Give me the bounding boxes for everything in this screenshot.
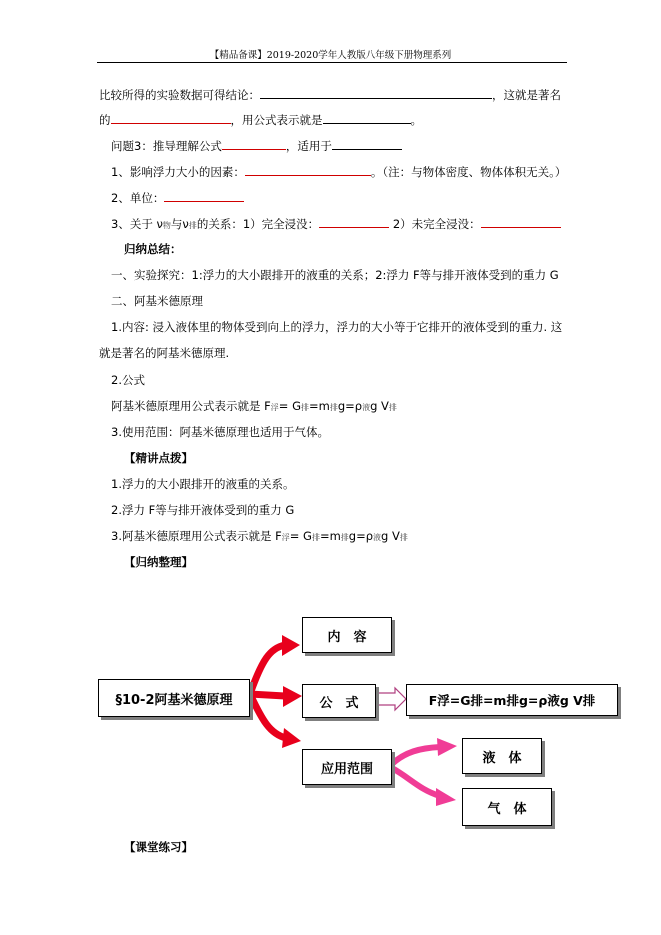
p-s1: 浮: [281, 533, 290, 542]
factors-suffix: 。（注：与物体密度、物体体积无关。）: [370, 165, 567, 179]
p-a: 3.阿基米德原理用公式表示就是 F: [111, 529, 282, 543]
principle-content-2: 就是著名的阿基米德原理.: [99, 346, 230, 360]
arrowhead-content: [282, 635, 300, 656]
p-e: g V: [381, 529, 400, 543]
tip-1: 1.浮力的大小跟排开的液重的关系。: [111, 477, 295, 491]
vr-c: 的关系：1）完全浸没：: [196, 217, 320, 231]
conclusion-suffix: ，这就是著名: [492, 88, 561, 102]
arrowhead-liquid: [437, 738, 457, 756]
unit-prefix: 2、单位：: [111, 191, 165, 205]
conclusion-text: 比较所得的实验数据可得结论：: [99, 88, 260, 102]
f-b: = G: [278, 399, 301, 413]
scope-box: 应用范围: [302, 749, 392, 785]
arrow-to-liquid: [392, 747, 440, 764]
vr-b: 与ν: [170, 217, 189, 231]
summary-title: 归纳总结：: [124, 242, 182, 256]
question3-prefix: 问题3：推导理解公式: [111, 139, 222, 153]
p-s4: 液: [373, 533, 382, 542]
content-box: 内 容: [302, 617, 392, 653]
p-s5: 排: [399, 533, 408, 542]
vr-sub2: 排: [188, 221, 197, 230]
vr-sub1: 物: [162, 221, 171, 230]
page-header: 【精品备课】2019-2020学年人教版八年级下册物理系列: [209, 50, 452, 61]
f-s4: 液: [362, 403, 371, 412]
formula-heading: 2.公式: [111, 373, 145, 387]
p-b: = G: [289, 529, 312, 543]
p-d: g=ρ: [348, 529, 374, 543]
practice-title: 【课堂练习】: [124, 840, 193, 854]
f-s3: 排: [329, 403, 338, 412]
vr-a: 3、关于 ν: [111, 217, 163, 231]
hollow-arrow: [375, 688, 406, 710]
arrowhead-formula: [283, 686, 302, 707]
p-s3: 排: [340, 533, 349, 542]
f-a: 阿基米德原理用公式表示就是 F: [111, 399, 271, 413]
arrow-to-gas: [392, 768, 440, 796]
arrowhead-scope: [282, 728, 301, 748]
formula-text-box: F浮=G排=m排g=ρ液g V排: [406, 684, 618, 716]
arrow-to-formula: [250, 694, 285, 696]
principle-suffix: 。: [410, 113, 422, 127]
f-d: g=ρ: [337, 399, 363, 413]
summary-item-1: 一、实验探究：1:浮力的大小跟排开的液重的关系；2:浮力 F等与排开液体受到的重力 G: [111, 268, 559, 282]
factors-prefix: 1、影响浮力大小的因素：: [111, 165, 245, 179]
summary-item-2: 二、阿基米德原理: [111, 294, 203, 308]
f-s1: 浮: [270, 403, 279, 412]
f-s5: 排: [388, 403, 397, 412]
scope-line: 3.使用范围：阿基米德原理也适用于气体。: [111, 425, 329, 439]
f-c: =m: [308, 399, 330, 413]
main-topic-box: §10-2阿基米德原理: [98, 679, 250, 717]
gas-box: 气 体: [462, 788, 552, 826]
principle-mid: ，用公式表示就是: [230, 113, 323, 127]
question3-mid: ，适用于: [285, 139, 332, 153]
vr-d: 2）未完全浸没：: [389, 217, 481, 231]
liquid-box: 液 体: [462, 738, 542, 774]
principle-content-1: 1.内容: 浸入液体里的物体受到向上的浮力，浮力的大小等于它排开的液体受到的重力. 这: [111, 320, 563, 334]
tip-2: 2.浮力 F等与排开液体受到的重力 G: [111, 503, 295, 517]
p-s2: 排: [311, 533, 320, 542]
formula-box: 公 式: [302, 684, 376, 718]
f-e: g V: [370, 399, 389, 413]
principle-prefix: 的: [99, 113, 111, 127]
arrow-to-scope: [250, 694, 286, 738]
arrowhead-gas: [436, 788, 456, 806]
arrow-to-content: [250, 645, 285, 694]
tips-title: 【精讲点拨】: [124, 451, 193, 465]
p-c: =m: [319, 529, 341, 543]
organize-title: 【归纳整理】: [124, 555, 193, 569]
f-s2: 排: [300, 403, 309, 412]
